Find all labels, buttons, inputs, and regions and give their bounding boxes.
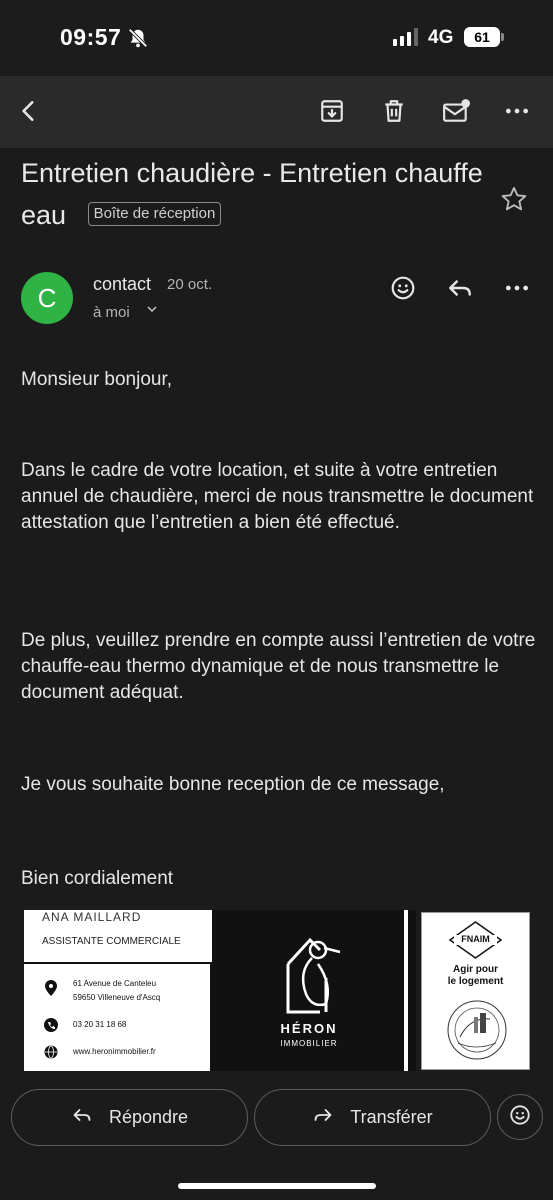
star-icon[interactable]	[500, 185, 528, 218]
fnaim-card	[421, 912, 530, 1070]
more-icon[interactable]	[502, 273, 532, 303]
battery-tip	[501, 33, 504, 41]
battery-icon: 61	[464, 27, 500, 47]
fnaim-label: FNAIM	[461, 934, 490, 944]
forward-icon	[312, 1105, 334, 1130]
sender-name[interactable]: contact	[93, 274, 152, 294]
forward-label: Transférer	[350, 1107, 433, 1127]
emoji-reaction-icon	[509, 1104, 531, 1131]
network-type: 4G	[428, 27, 454, 48]
mark-unread-icon[interactable]	[441, 96, 471, 126]
archive-icon[interactable]	[317, 96, 347, 126]
brand-name: HÉRON	[280, 1021, 338, 1036]
phone-icon	[44, 1018, 58, 1037]
recipient-toggle[interactable]	[93, 304, 158, 321]
body-paragraph: Monsieur bonjour,	[21, 369, 173, 390]
chevron-down-icon	[146, 302, 158, 319]
signature-address-1: 61 Avenue de Canteleu	[73, 979, 157, 988]
bell-muted-icon	[127, 27, 149, 54]
body-paragraph: Bien cordialement	[21, 868, 174, 889]
reply-label: Répondre	[108, 1107, 189, 1127]
reply-button[interactable]	[11, 1089, 248, 1146]
signature-card	[24, 910, 416, 1071]
body-paragraph: Dans le cadre de votre location, et suite à votre entretien annuel de chaudière, merci de nous transmettre le document attestation que l’entretien a bien été effectué.	[21, 460, 534, 533]
forward-button[interactable]	[254, 1089, 491, 1146]
trash-icon[interactable]	[379, 96, 409, 126]
heron-logo	[280, 934, 342, 1021]
reply-icon[interactable]	[445, 273, 475, 303]
signature-address-2: 59650 Villeneuve d'Ascq	[73, 993, 161, 1002]
label-chip-inbox[interactable]: Boîte de réception	[88, 202, 222, 226]
signal-icon	[393, 28, 418, 46]
signature-phone: 03 20 31 18 68	[73, 1020, 127, 1029]
fnaim-logo	[448, 921, 503, 959]
brand-sub: IMMOBILIER	[280, 1039, 338, 1048]
signature-name: ANA MAILLARD	[42, 910, 142, 924]
signature-role: ASSISTANTE COMMERCIALE	[42, 936, 181, 947]
subject-text: Entretien chaudière - Entretien chauffe eau	[21, 158, 483, 230]
globe-icon	[44, 1045, 58, 1064]
email-toolbar	[0, 76, 553, 148]
signature-website[interactable]: www.heronimmobilier.fr	[73, 1047, 156, 1056]
fnaim-tagline-2: le logement	[447, 976, 504, 987]
more-icon[interactable]	[502, 96, 532, 126]
back-arrow-icon[interactable]	[14, 96, 44, 126]
body-paragraph: De plus, veuillez prendre en compte aussi l’entretien de votre chauffe-eau thermo dynamique et de nous transmettre le document adéquat.	[21, 630, 536, 703]
reply-icon	[71, 1105, 93, 1130]
avatar[interactable]: C	[21, 272, 73, 324]
emoji-reaction-button[interactable]	[497, 1094, 543, 1140]
status-time: 09:57	[60, 24, 122, 50]
email-date: 20 oct.	[167, 276, 213, 293]
emoji-reaction-icon[interactable]	[388, 273, 418, 303]
fnaim-tagline-1: Agir pour	[453, 964, 498, 975]
email-subject	[21, 152, 491, 236]
location-pin-icon	[44, 980, 58, 1001]
home-indicator[interactable]	[178, 1183, 376, 1189]
recipient-label: à moi	[93, 304, 130, 321]
status-bar	[0, 0, 553, 76]
body-paragraph: Je vous souhaite bonne reception de ce message,	[21, 774, 445, 795]
fnaim-seal	[446, 997, 508, 1068]
